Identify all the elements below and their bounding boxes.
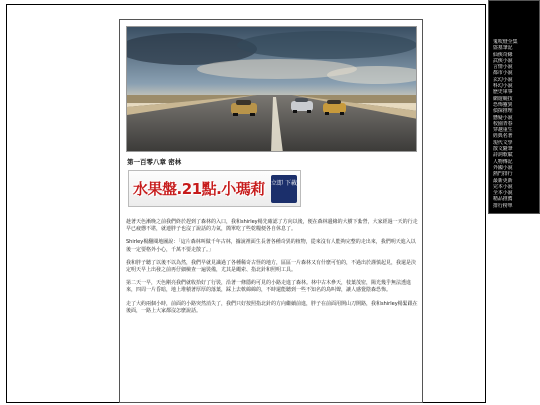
sidebar-link[interactable]: 最新更新 [493, 177, 513, 184]
sidebar-nav [488, 0, 540, 214]
paragraph: 趁著天色漸晚之前我們終於趕到了森林的入口，我和shirley楊先確認了方向以後，便在森林邊緣的大樹下紮營，大家經過一天的行走早已疲憊不堪，就連胖子也沒了說話的力氣，簡單吃了些乾糧便各自休息了。 [126, 219, 418, 233]
sidebar-link[interactable]: 歷史軍事 [493, 89, 513, 96]
paragraph: Shirley楊翻閱地圖說：「這片森林叫做千年古林，據說裡面生長著各種奇異的植物，從來沒有人能夠完整的走出來，我們明天進入以後一定要格外小心，千萬不要走散了。」 [126, 239, 416, 253]
sidebar-link[interactable]: 武俠小說 [493, 57, 513, 64]
sidebar-link[interactable]: 網遊競技 [493, 95, 513, 102]
sidebar-link[interactable]: 仙俠奇緣 [493, 51, 513, 58]
banner-text: 水果盤.21點.小瑪莉 [133, 180, 265, 198]
sidebar-link[interactable]: 現代文學 [493, 139, 513, 146]
paragraph: 第二天一早，天色剛亮我們就收拾好了行裝，沿著一條隱約可見的小路走進了森林。林中古木參天，枝葉茂密，陽光幾乎無法透進來，四周一片昏暗，地上堆積著厚厚的落葉，踩上去軟綿綿的，不時還能聽到一些不知名的鳥叫聲，讓人感覺陰森恐怖。 [126, 280, 412, 294]
sidebar-link[interactable]: 外國小說 [493, 164, 513, 171]
paragraph: 走了大約兩個小時，前面的小路突然消失了，我們只好按照指北針的方向繼續前進，胖子在前面用開山刀開路，我和shirley楊緊跟在後面，一路上大家都沒怎麼說話。 [126, 300, 418, 314]
sidebar-link[interactable]: 全本小說 [493, 190, 513, 197]
sidebar-link[interactable]: 熱門排行 [493, 171, 513, 178]
sidebar-link[interactable]: 懸疑小說 [493, 114, 513, 121]
paragraph: 我和胖子聽了以後不以為然，我們早就見識過了各種稀奇古怪的地方，區區一片森林又有什麼可怕的，不過出於謹慎起見，我還是決定明天早上出發之前再仔細檢查一遍裝備，尤其是繩索、指北針和照明工具。 [126, 259, 417, 274]
banner-download-button[interactable]: 立即 下載 [271, 175, 297, 203]
sidebar-link[interactable]: 盜墓筆記 [493, 45, 513, 52]
ad-banner[interactable] [128, 170, 301, 207]
sidebar-link[interactable]: 都市小說 [493, 70, 513, 77]
hero-image [126, 26, 417, 152]
article-title: 第一百零八章 密林 [127, 158, 182, 166]
sidebar-link[interactable]: 玄幻小說 [493, 76, 513, 83]
sidebar-link[interactable]: 排行榜單 [493, 202, 513, 209]
sidebar-link[interactable]: 恐怖靈異 [493, 101, 513, 108]
sidebar-link[interactable]: 完本小說 [493, 183, 513, 190]
sidebar-link[interactable]: 經典名著 [493, 133, 513, 140]
sidebar-link[interactable]: 鬼吹燈全集 [493, 39, 518, 45]
sidebar-link[interactable]: 穿越重生 [493, 127, 513, 134]
road-race-photo [127, 27, 417, 152]
sidebar-link[interactable]: 精品推薦 [493, 196, 513, 203]
article-body [126, 219, 418, 321]
sidebar-link[interactable]: 校園青春 [493, 120, 513, 127]
sidebar-link[interactable]: 人物傳記 [493, 158, 513, 165]
sidebar-link[interactable]: 詩詞歌賦 [493, 152, 513, 159]
article-panel [119, 19, 423, 403]
sidebar-link[interactable]: 言情小說 [493, 64, 513, 71]
sidebar-link[interactable]: 偵探推理 [493, 108, 513, 115]
sidebar-link[interactable]: 科幻小說 [493, 83, 513, 90]
sidebar-link[interactable]: 散文隨筆 [493, 146, 513, 153]
